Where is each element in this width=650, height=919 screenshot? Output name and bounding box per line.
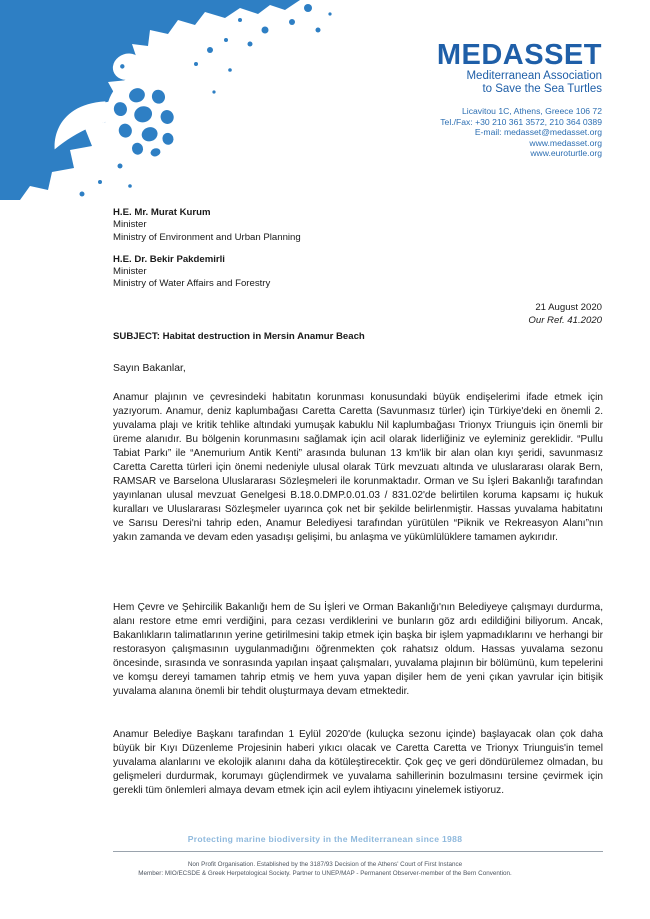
addressee-block bbox=[113, 207, 301, 244]
contact-email[interactable]: E-mail: medasset@medasset.org bbox=[474, 127, 602, 138]
footer-info bbox=[0, 860, 650, 878]
organization-tagline-2: to Save the Sea Turtles bbox=[482, 83, 602, 95]
footer-line-1: Non Profit Organisation. Established by the 3187/93 Decision of the Athens' Court of First Instance bbox=[187, 861, 463, 868]
contact-address: Licavitou 1C, Athens, Greece 106 72 bbox=[462, 106, 602, 116]
body-paragraph: Anamur plajının ve çevresindeki habitatın korunması konusundaki büyük endişelerimi ifade etmek için yazıyorum. Anamur, deniz kaplumbağası Caretta Caretta (Savunmasız türler) için Türkiye'deki en önemli 2. yuvalama plajı ve kritik tehlike altındaki yumuşak kabuklu Nil kaplumbağası Trionyx Triunguis için önemli bir üreme alanıdır. Bu bölgenin korunmasını sağlamak için acil olarak liderliğiniz ve eyleminiz gereklidir. “Pullu Tabiat Parkı” ile “Anemurium Antik Kenti” arasında bulunan 13 km'lik bir alan olan kıyı şeridi, savunmasız Caretta Caretta türleri için önemi nedeniyle ulusal olarak Türk mevzuatı altında ve uluslararası olarak Bern, RAMSAR ve Barselona Uluslararası Sözleşmeleri ile korunmaktadır. Orman ve Su İşleri Bakanlığı tarafından yayınlanan ulusal mevzuat Genelgesi B.18.0.DMP.0.01.03 / 831.02'de belirtilen koruma kapsamı iç hukuk kuralları ve Uluslararası Sözleşmeler uyarınca çok net bir şekilde belirlenmiştir. Hassas yuvalama habitatını ve Sarısu Deresi'ni tahrip eden, Anamur Belediyesi tarafından yürütülen “Piknik ve Rekreasyon Alanı”nın yakın zamanda ve devam eden yasadışı gelişimi, bu anlaşma ve yükümlülüklere tamamen aykırıdır. bbox=[113, 392, 603, 544]
letter-subject: SUBJECT: Habitat destruction in Mersin Anamur Beach bbox=[113, 331, 365, 342]
footer-divider bbox=[113, 851, 603, 852]
contact-website-2[interactable]: www.euroturtle.org bbox=[530, 148, 602, 159]
contact-website-1[interactable]: www.medasset.org bbox=[529, 137, 602, 148]
letter-date: 21 August 2020 bbox=[535, 302, 602, 313]
body-paragraph: Hem Çevre ve Şehircilik Bakanlığı hem de Su İşleri ve Orman Bakanlığı'nın Belediyeye çalışmayı durdurma, alanı restore etme emri verdiğini, para cezası verdiklerini ve bunların göz ardı edildiğini biliyorum. Ancak, Bakanlıkların talimatlarının yerine getirilmesini takip etmek için başka bir işlem yapmadıklarını ve herhangi bir restorasyon çalışmasının uygulanmadığını öğrenmekten çok rahatsız oldum. Hassas yuvalama sezonu öncesinde, sırasında ve sonrasında yapılan inşaat çalışmaları, yuvalama plajının bir bölümünü, kum tepelerini ve komşu dereyi tamamen tahrip etmiş ve hem yuva yapan dişiler hem de yeni çıkan yavrular için bitişik yuvalama alanına önemli bir tehdit oluşturmaya devam etmektedir. bbox=[113, 602, 603, 698]
addressee-title: Minister bbox=[113, 266, 147, 278]
footer-motto: Protecting marine biodiversity in the Mediterranean since 1988 bbox=[187, 834, 463, 844]
splash-art-header bbox=[0, 0, 340, 200]
organization-tagline-1: Mediterranean Association bbox=[466, 70, 602, 82]
contact-details bbox=[437, 106, 602, 159]
addressee-block bbox=[113, 254, 301, 291]
organization-header bbox=[437, 40, 602, 159]
letter-greeting: Sayın Bakanlar, bbox=[113, 363, 186, 374]
addressee-list bbox=[113, 207, 301, 301]
addressee-ministry: Ministry of Environment and Urban Planning bbox=[113, 231, 301, 243]
addressee-name: H.E. Mr. Murat Kurum bbox=[113, 207, 211, 218]
addressee-name: H.E. Dr. Bekir Pakdemirli bbox=[113, 253, 225, 265]
addressee-ministry: Ministry of Water Affairs and Forestry bbox=[113, 278, 271, 290]
date-reference-block bbox=[528, 301, 602, 327]
organization-name: MEDASSET bbox=[436, 39, 602, 71]
footer-line-2: Member: MIO/ECSDE & Greek Herpetological Society. Partner to UNEP/MAP - Permanent Observer-member of the Bern Convention. bbox=[138, 870, 512, 877]
body-paragraph: Anamur Belediye Başkanı tarafından 1 Eylül 2020'de (kuluçka sezonu içinde) başlayacak olan çok daha büyük bir Kıyı Düzenleme Projesinin haberi yıkıcı olacak ve Caretta Caretta ve Trionyx Triunguis'in temel yuvalama alanlarını ve ekolojik alanını daha da kötüleştirecektir. Çok geç ve geri döndürülemez olmadan, bu gelişmeleri durdurmak, korumayı güçlendirmek ve yuvalama sahillerinin bozulmasını tersine çevirmek için gerekli tüm önlemleri almaya devam etmek için acil eylem ihtiyacını yinelemek istiyoruz. bbox=[113, 729, 603, 797]
addressee-title: Minister bbox=[113, 219, 147, 231]
contact-phone: Tel./Fax: +30 210 361 3572, 210 364 0389 bbox=[440, 116, 602, 127]
letter-reference: Our Ref. 41.2020 bbox=[528, 315, 602, 326]
